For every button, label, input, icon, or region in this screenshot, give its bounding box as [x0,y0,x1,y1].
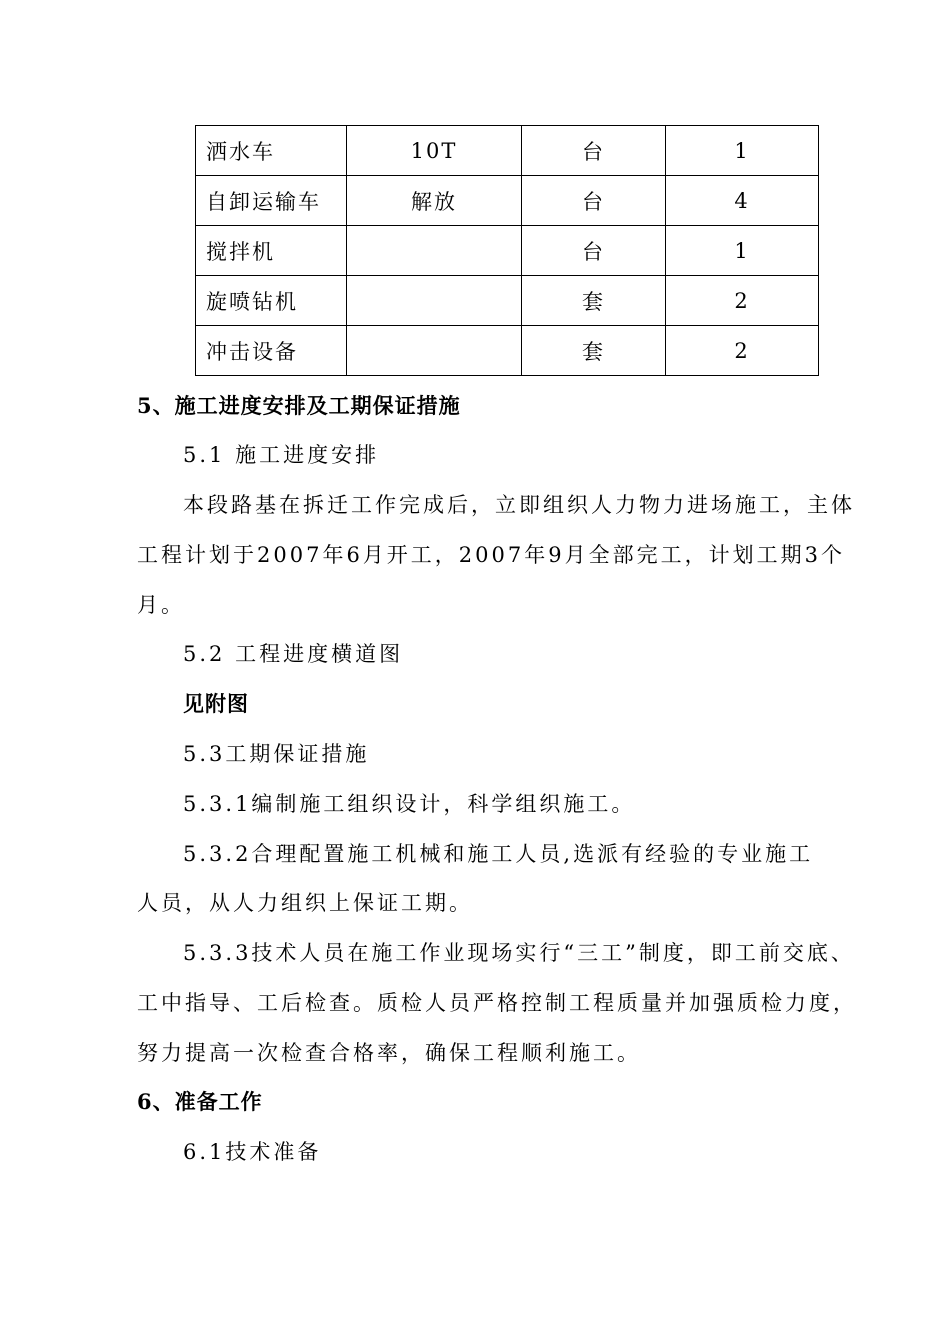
table-row [196,176,819,226]
equipment-name: 旋喷钻机 [196,276,347,326]
equipment-unit: 套 [522,276,666,326]
equipment-name: 冲击设备 [196,326,347,376]
equipment-spec [347,226,522,276]
equipment-name: 洒水车 [196,126,347,176]
section-5-heading: 5、施工进度安排及工期保证措施 [137,393,461,418]
table-row [196,276,819,326]
section-6-heading: 6、准备工作 [137,1089,263,1114]
equipment-qty: 4 [666,176,819,226]
attached-figure-note: 见附图 [183,691,249,716]
equipment-qty: 1 [666,126,819,176]
section-5-1-body-line: 月。 [137,593,185,617]
section-5-3-3-line: 努力提高一次检查合格率，确保工程顺利施工。 [137,1041,641,1065]
table-row [196,126,819,176]
equipment-unit: 台 [522,226,666,276]
section-5-2-title: 5.2 工程进度横道图 [183,642,404,666]
equipment-spec: 解放 [347,176,522,226]
equipment-name: 搅拌机 [196,226,347,276]
section-5-3-title: 5.3工期保证措施 [183,742,370,766]
equipment-table [195,125,819,376]
equipment-qty: 1 [666,226,819,276]
equipment-spec: 10T [347,126,522,176]
section-5-1-title: 5.1 施工进度安排 [183,443,380,467]
section-6-1-title: 6.1技术准备 [183,1140,322,1164]
section-5-3-3-line: 5.3.3技术人员在施工作业现场实行“三工”制度，即工前交底、 [183,941,855,965]
equipment-name: 自卸运输车 [196,176,347,226]
section-5-3-2-line: 5.3.2合理配置施工机械和施工人员,选派有经验的专业施工 [183,842,814,866]
table-row [196,326,819,376]
equipment-spec [347,326,522,376]
equipment-spec [347,276,522,326]
equipment-unit: 套 [522,326,666,376]
equipment-unit: 台 [522,126,666,176]
section-5-1-body-line: 工程计划于2007年6月开工，2007年9月全部完工，计划工期3个 [137,543,845,567]
equipment-qty: 2 [666,276,819,326]
equipment-qty: 2 [666,326,819,376]
table-row [196,226,819,276]
section-5-1-body-line: 本段路基在拆迁工作完成后，立即组织人力物力进场施工，主体 [183,493,855,517]
section-5-3-1: 5.3.1编制施工组织设计，科学组织施工。 [183,792,636,816]
section-5-3-3-line: 工中指导、工后检查。质检人员严格控制工程质量并加强质检力度， [137,991,857,1015]
section-5-3-2-line: 人员，从人力组织上保证工期。 [137,891,473,915]
equipment-unit: 台 [522,176,666,226]
